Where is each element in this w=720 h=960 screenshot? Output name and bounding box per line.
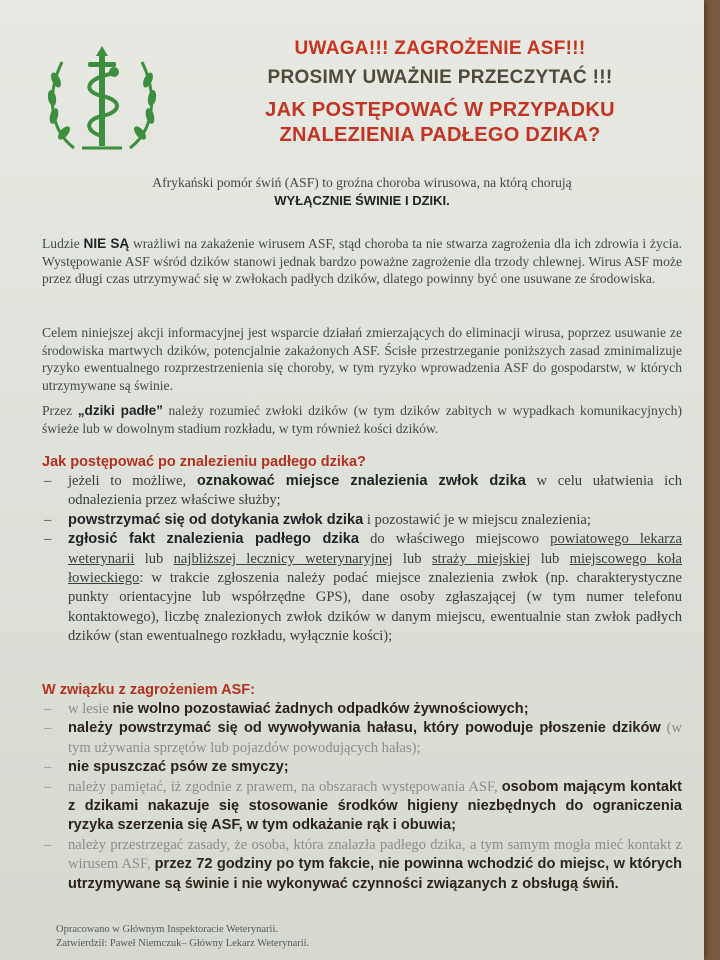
dash-bullet: – [44, 473, 52, 489]
dash-bullet: – [44, 836, 52, 853]
dash-bullet: – [44, 511, 52, 528]
dash-bullet: – [44, 720, 52, 737]
list-item: – nie spuszczać psów ze smyczy; [42, 758, 682, 777]
dash-bullet: – [44, 531, 52, 548]
main-question-line-2: ZNALEZIENIA PADŁEGO DZIKA? [279, 124, 601, 146]
p3-bold: „dziki padłe” [77, 403, 163, 418]
intro-paragraph [42, 174, 682, 209]
warning-title: UWAGA!!! ZAGROŻENIE ASF!!! [294, 38, 586, 59]
main-question-title [175, 98, 705, 148]
list-item: – jeżeli to możliwe, oznakować miejsce znalezienia zwłok dzika w celu ułatwienia ich odnalezienia przez właściwe służby; [44, 473, 682, 509]
intro-text: Afrykański pomór świń (ASF) to groźna choroba wirusowa, na którą chorują [152, 175, 572, 190]
list-item: – zgłosić fakt znalezienia padłego dzika do właściwego miejscowo powiatowego lekarza weterynarii lub najbliższej lecznicy weterynaryjnej lub straży miejskiej lub miejscowego koła łowieckiego: w trakcie zgłoszenia należy podać miejsce znalezienia zwłok (np. charakterystyczne punkty orientacyjne lub współrzędne GPS), dane osoby zgłaszającej (w tym numer telefonu kontaktowego), liczbę znalezionych zwłok dzików w danym miejscu, ewentualnie stan zwłok padłych dzików (stan ewentualnego rozkładu, wyłącznie kości); [44, 531, 683, 645]
read-carefully-title: PROSIMY UWAŻNIE PRZECZYTAĆ !!! [267, 67, 613, 88]
p3-pre: Przez [42, 403, 78, 418]
paragraph-purpose: Celem niniejszej akcji informacyjnej jest wsparcie działań zmierzających do eliminacji wirusa, poprzez usuwanie ze środowiska martwych dzików, potencjalnie zakażonych ASF. Ścisłe przestrzeganie poniższych zasad zminimalizuje ryzyko ewentualnego rozprzestrzenienia się choroby, w tym ryzyko wprowadzenia ASF do gospodarstw, w których utrzymywane są świnie. [42, 325, 682, 393]
main-question-line-1: JAK POSTĘPOWAĆ W PRZYPADKU [265, 99, 615, 121]
footer-approved-by: Zatwierdził: Paweł Niemczuk– Główny Lekarz Weterynarii. [56, 938, 310, 949]
footer-prepared-by: Opracowano w Głównym Inspektoracie Weterynarii. [56, 924, 279, 935]
p1-bold: NIE SĄ [83, 236, 130, 251]
paragraph-humans [42, 235, 682, 288]
section-found-title: Jak postępować po znalezieniu padłego dzika? [42, 454, 366, 470]
dash-bullet: – [44, 701, 52, 717]
found-steps-list [42, 472, 682, 647]
list-item: – należy pamiętać, iż zgodnie z prawem, na obszarach występowania ASF, osobom mającym kontakt z dzikami nakazuje się stosowanie środków higieny niezbędnych do ograniczenia ryzyka szerzenia się ASF, w tym odkażanie rąk i obuwia; [44, 778, 682, 834]
p1-post: wrażliwi na zakażenie wirusem ASF, stąd choroba ta nie stwarza zagrożenia dla ich zdrowia i życia. Występowanie ASF wśród dzików stanowi jednak bardzo poważne zagrożenie dla trzody chlewnej. Wirus ASF może przez długi czas utrzymywać się w zwłokach padłych dzików, dlatego powinny być one usuwane ze środowiska. [42, 236, 682, 287]
asf-rules-list [42, 700, 682, 894]
veterinary-inspection-logo [44, 40, 160, 160]
paragraph-definition [42, 402, 682, 437]
list-item: – należy powstrzymać się od wywoływania hałasu, który powoduje płoszenie dzików (w tym używania sprzętów lub pojazdów powodujących hałas); [44, 720, 682, 756]
list-item: – należy przestrzegać zasady, że osoba, która znalazła padłego dzika, a tym samym mogła mieć kontakt z wirusem ASF, przez 72 godziny po tym fakcie, nie powinna wchodzić do miejsc, w których utrzymywane są świnie i nie wykonywać czynności związanych z obsługą świń. [44, 836, 682, 892]
section-asf-title: W związku z zagrożeniem ASF: [42, 682, 255, 698]
intro-bold: WYŁĄCZNIE ŚWINIE I DZIKI. [274, 192, 450, 208]
list-item: – w lesie nie wolno pozostawiać żadnych odpadków żywnościowych; [42, 700, 682, 719]
dash-bullet: – [44, 759, 52, 776]
list-item: – powstrzymać się od dotykania zwłok dzika i pozostawić je w miejscu znalezienia; [42, 511, 682, 530]
dash-bullet: – [44, 778, 52, 795]
p3-post: należy rozumieć zwłoki dzików (w tym dzików zabitych w wypadkach komunikacyjnych) świeże lub w dowolnym stadium rozkładu, w tym również kości dzików. [42, 403, 682, 436]
p1-pre: Ludzie [42, 236, 84, 251]
